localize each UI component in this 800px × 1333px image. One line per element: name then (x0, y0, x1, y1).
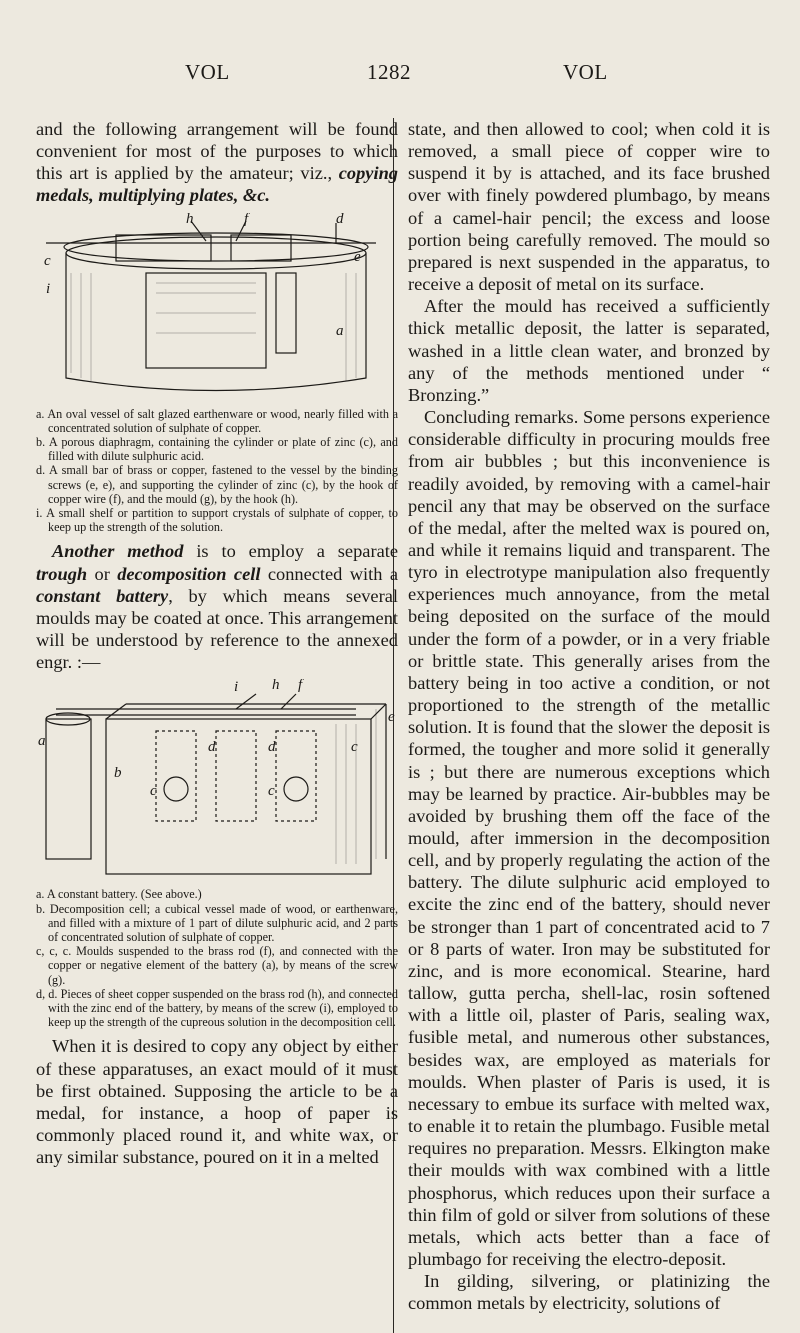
running-header (0, 60, 800, 100)
fig1-caption-i: i. A small shelf or partition to support crystals of sulphate of copper, to keep up the strength of the solution. (36, 506, 398, 535)
fig2-label-d2: d (268, 739, 276, 756)
fig2-label-d1: d (208, 739, 216, 756)
paragraph-gilding: In gilding, silvering, or platinizing the common metals by electricity, solutions of (408, 1271, 770, 1314)
fig2-label-f: f (298, 679, 303, 694)
fig1-label-e: e (354, 248, 361, 265)
when-paragraph: When it is desired to copy any object by either of these apparatuses, an exact mould of it must be first obtained. Supposing the article to be a medal, for instance, a hoop of paper is commonly placed round it, and white wax, or any similar substance, poured on it in a melted (36, 1036, 398, 1168)
figure-2 (36, 679, 398, 885)
header-right: VOL (563, 60, 608, 84)
page-number: 1282 (367, 60, 411, 84)
paragraph-concluding-remarks: Concluding remarks. Some persons experience considerable difficulty in procuring moulds free from air bubbles ; but this inconvenience is readily avoided, by removing with a camel-hair pencil any that may be observed on the surface of the medal, after the melted wax is poured on, and while it remains liquid and transparent. The tyro in electrotype manipulation also frequently experiences much annoyance, from the metal being deposited on the surface of the mould under the form of a powder, or in a very friable or brittle state. This generally arises from the battery being in too active a condition, or not proportioned to the strength of the metallic solution. It is found that the slower the deposit is formed, the tougher and more solid it generally is ; but there are numerous exceptions which may be learned by practice. Air-bubbles may be avoided by brushing them off the face of the mould, after immersion in the decomposition cell, and by properly regulating the action of the battery. The dilute sulphuric acid employed to excite the zinc end of the battery, should never be stronger than 1 part of concentrated acid to 7 or 8 parts of water. Iron may be substituted for zinc, and is more economical. Stearine, hard tallow, gutta percha, shell-lac, rosin softened with a little oil, plaster of Paris, sealing wax, fusible metal, and numerous other substances, besides wax, are employed as materials for moulds. When plaster of Paris is used, it is necessary to embue its surface with melted wax, to enable it to retain the plumbago. Fusible metal requires no preparation. Messrs. Elkington make their moulds with wax combined with a little phosphorus, which reduces upon their surface a thin film of gold or silver from solutions of these metals, which acts better than a face of plumbago for receiving the electro-deposit. (408, 407, 770, 1269)
header-left: VOL (185, 60, 230, 84)
fig1-label-c: c (44, 252, 51, 269)
fig1-label-d: d (336, 212, 344, 227)
another-method-paragraph: Another method is to employ a separate trough or decomposition cell connected with a constant battery, by which means several moulds may be coated at once. This arrangement will be understood by reference to the annexed engr. :— (36, 541, 399, 673)
figure-2-engraving (36, 679, 398, 885)
left-column (36, 118, 398, 1168)
fig1-caption-b: b. A porous diaphragm, containing the cylinder or plate of zinc (c), and filled with dilute sulphuric acid. (36, 435, 398, 464)
intro-paragraph: and the following arrangement will be found convenient for most of the purposes to which this art is applied by the amateur; viz., copying medals, multiplying plates, &c. (36, 119, 398, 206)
fig2-label-c3: c (351, 739, 358, 756)
fig1-caption-a: a. An oval vessel of salt glazed earthenware or wood, nearly filled with a concentrated solution of sulphate of copper. (36, 406, 398, 435)
fig1-label-h: h (186, 212, 194, 227)
right-column (408, 118, 770, 1314)
fig1-label-a: a (336, 322, 344, 339)
fig2-label-h: h (272, 679, 280, 694)
fig2-label-a: a (38, 733, 46, 750)
fig2-label-c1: c (150, 783, 157, 800)
figure-2-captions (36, 887, 398, 1029)
paragraph-state: state, and then allowed to cool; when cold it is removed, a small piece of copper wire to suspend it by is attached, and its face brushed over with finely powdered plumbago, by means of a camel-hair pencil; the excess and loose portion being carefully removed. The mould so prepared is next suspended in the apparatus, to receive a deposit of metal on its surface. (408, 119, 770, 295)
fig1-label-i: i (46, 280, 51, 297)
fig2-label-i: i (234, 679, 239, 696)
fig2-caption-b: b. Decomposition cell; a cubical vessel made of wood, or earthenware, and filled with a mixture of 1 part of dilute sulphuric acid, and 2 parts of concentrated solution of sulphate of copper. (36, 901, 398, 944)
fig1-label-f: f (244, 212, 249, 227)
fig2-caption-a: a. A constant battery. (See above.) (36, 887, 202, 902)
figure-1 (36, 213, 398, 403)
fig2-caption-d: d, d. Pieces of sheet copper suspended on the brass rod (h), and connected with the zinc end of the battery, by means of the screw (i), employed to keep up the strength of the cupreous solution in the decomposition cell. (36, 986, 398, 1030)
fig2-label-c2: c (268, 783, 275, 800)
fig2-label-e: e (388, 709, 395, 726)
fig1-caption-d: d. A small bar of brass or copper, fastened to the vessel by the binding screws (e, e), and supporting the cylinder of zinc (c), by the hook of copper wire (f), and the mould (g), by the hook (h). (36, 463, 398, 506)
fig2-caption-c: c, c, c. Moulds suspended to the brass rod (f), and connected with the copper or negative element of the battery (a), by means of the screw (g). (36, 944, 398, 987)
figure-1-captions (36, 407, 398, 535)
figure-1-engraving (36, 213, 398, 403)
fig2-label-b: b (114, 765, 122, 782)
paragraph-after: After the mould has received a sufficiently thick metallic deposit, the latter is separated, washed in a little clean water, and bronzed by any of the methods mentioned under “ Bronzing.” (408, 296, 770, 405)
